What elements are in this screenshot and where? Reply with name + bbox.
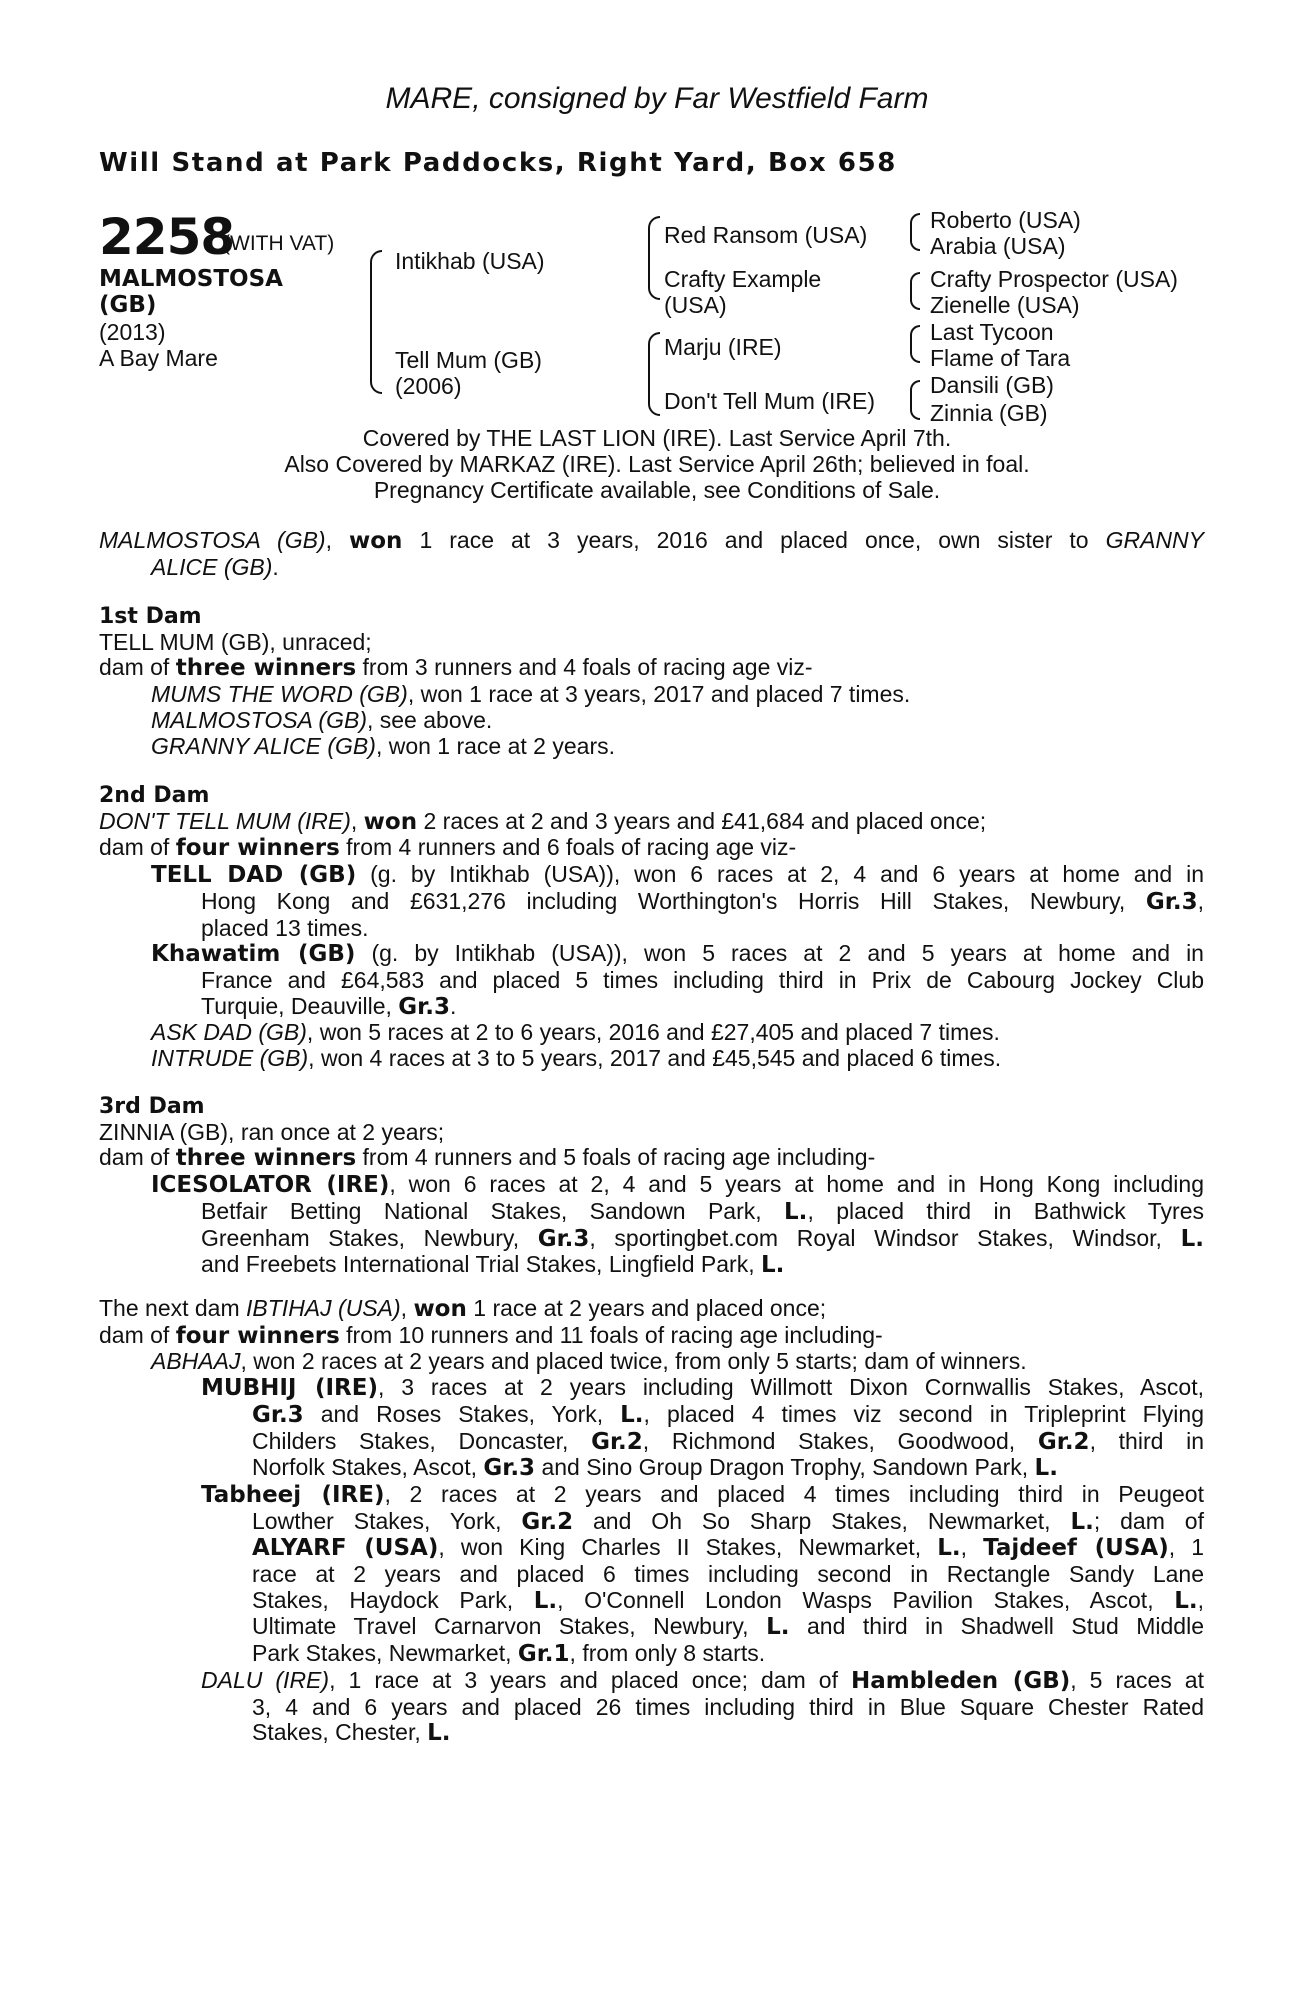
text: Childers Stakes, Doncaster, [252,1427,592,1454]
produce-entry-cont [99,1199,1204,1226]
produce-entry [99,1375,1204,1402]
produce-entry [99,1046,1204,1072]
winners-count: three winners [175,1145,357,1172]
text: from 4 runners and 6 foals of racing age viz- [339,834,797,861]
pedigree-brace [910,272,920,292]
sale-header: MARE, consigned by Far Westfield Farm [385,82,929,115]
text: dam of [99,1321,176,1348]
pedigree-dam-year: (2006) [395,373,462,399]
text: 1 race at 3 years, 2016 and placed once, own sister to [402,527,1106,553]
pedigree-brace [910,343,920,363]
grade-label: Gr.2 [591,1428,643,1455]
dam-produce-line [99,655,1204,682]
grade-label: L. [1034,1455,1058,1482]
text: dam of [99,654,176,681]
pedigree-brace [648,216,660,254]
text: , won 5 races at 2 to 6 years, 2016 and £27,405 and placed 7 times. [306,1019,1000,1046]
text: , won 6 races at 2, 4 and 5 years at home and in Hong Kong including [389,1171,1204,1198]
text: dam of [99,834,176,861]
produce-name: DALU (IRE) [201,1666,330,1693]
pedigree-brace [648,252,660,300]
intro-line [99,528,1204,555]
produce-name: MALMOSTOSA (GB) [151,706,367,733]
dam-line [99,1296,1204,1323]
won-label: won [363,808,418,835]
text: Norfolk Stakes, Ascot, [252,1454,484,1481]
produce-name: Tajdeef (USA) [983,1535,1169,1562]
produce-name: Hambleden (GB) [851,1667,1071,1694]
text: and third in Shadwell Stud Middle [789,1613,1205,1640]
pedigree-dam-dam: Don't Tell Mum (IRE) [664,388,876,414]
pedigree-brace [648,372,660,416]
text: , 3 races at 2 years including Willmott Dixon Cornwallis Stakes, Ascot, [377,1374,1204,1401]
grade-label: Gr.2 [1037,1428,1090,1455]
lot-number: 2258 [99,208,235,266]
pedigree-brace [910,290,920,310]
pedigree-brace [910,400,920,420]
sister-ref: ALICE (GB) [151,553,273,580]
dam-line: TELL MUM (GB), unraced; [99,628,372,655]
third-dam-section [99,1094,1204,1279]
produce-entry [99,1349,1204,1375]
text: The next dam [99,1295,247,1321]
pedigree-brace [910,213,920,233]
horse-year: (2013) [99,319,166,345]
text: , 5 races at [1070,1666,1204,1693]
text: (g. by Intikhab (USA)), won 6 races at 2, 4 and 6 years at home and in [356,861,1204,888]
produce-entry-cont [99,1614,1204,1641]
grade-label: Gr.1 [517,1641,570,1668]
text: Turquie, Deauville, [201,992,399,1019]
text: , placed third in Bathwick Tyres [807,1197,1204,1224]
produce-name: ICESOLATOR (IRE) [151,1172,390,1199]
produce-name: GRANNY ALICE (GB) [151,732,376,759]
pedigree-sds: Crafty Prospector (USA) [930,266,1178,292]
pedigree-ddd: Zinnia (GB) [930,400,1048,426]
produce-name: Tabheej (IRE) [201,1481,385,1508]
produce-entry-cont [99,1588,1204,1615]
pedigree-brace [910,325,920,345]
dam-produce-line [99,1323,1204,1350]
stand-location: Will Stand at Park Paddocks, Right Yard, Box 658 [99,148,897,178]
produce-entry-cont: race at 2 years and placed 6 times including second in Rectangle Sandy Lane [252,1561,1204,1588]
vat-note: (WITH VAT) [223,232,335,255]
produce-entry-cont [99,889,1204,916]
pedigree-brace [370,250,382,334]
produce-entry-cont [99,1641,1204,1668]
pedigree-sire-dam-origin: (USA) [664,292,727,318]
produce-entry-cont: France and £64,583 and placed 5 times including third in Prix de Cabourg Jockey Club [201,966,1204,993]
dam-produce-line [99,835,1204,862]
text: , O'Connell London Wasps Pavilion Stakes, Ascot, [557,1586,1175,1613]
text: Betfair Betting National Stakes, Sandown Park, [201,1197,785,1224]
text: , won 2 races at 2 years and placed twice, from only 5 starts; dam of winners. [240,1348,1027,1375]
dam-name: IBTIHAJ (USA) [246,1295,401,1321]
dam-line: ZINNIA (GB), ran once at 2 years; [99,1118,445,1145]
pedigree-ssd: Arabia (USA) [930,233,1066,259]
grade-label: Gr.3 [398,993,450,1020]
text: , see above. [366,706,493,733]
pedigree-dsd: Flame of Tara [930,345,1071,371]
text: , Richmond Stakes, Goodwood, [642,1427,1038,1454]
sister-ref: GRANNY [1105,527,1204,553]
text: , from only 8 starts. [569,1640,766,1667]
text: , won King Charles II Stakes, Newmarket, [438,1534,938,1561]
section-heading: 2nd Dam [99,783,210,808]
text: , won 1 race at 2 years. [375,732,616,759]
horse-description: A Bay Mare [99,345,218,371]
produce-entry-cont [99,1402,1204,1429]
next-dam-section [99,1296,1204,1747]
pedigree-sss: Roberto (USA) [930,207,1081,233]
intro-line [99,555,1204,581]
text: , 1 [1168,1534,1205,1561]
text: Greenham Stakes, Newbury, [201,1224,538,1251]
text: ; dam of [1093,1507,1204,1534]
pedigree-sire-sire: Red Ransom (USA) [664,222,868,248]
pedigree-sire: Intikhab (USA) [395,248,545,274]
produce-name: TELL DAD (GB) [151,862,357,889]
section-heading: 1st Dam [99,604,202,629]
text: , won 4 races at 3 to 5 years, 2017 and £45,545 and placed 6 times. [308,1045,1002,1072]
grade-label: L. [937,1535,961,1562]
text: from 4 runners and 5 foals of racing age including- [356,1144,876,1171]
winners-count: four winners [175,835,340,862]
text: from 3 runners and 4 foals of racing age viz- [356,654,813,681]
text: 1 race at 2 years and placed once; [466,1295,827,1321]
produce-entry [99,682,1204,708]
grade-label: Gr.3 [1145,888,1198,915]
horse-name-ref: MALMOSTOSA (GB) [99,527,326,553]
grade-label: Gr.2 [521,1508,574,1535]
text: Lowther Stakes, York, [252,1507,522,1534]
pedigree-brace [910,380,920,402]
text: , [325,527,349,553]
grade-label: L. [760,1252,785,1279]
text: and Freebets International Trial Stakes, Lingfield Park, [201,1251,761,1278]
produce-entry-cont: placed 13 times. [201,914,369,941]
grade-label: L. [620,1401,644,1428]
winners-count: three winners [175,655,357,682]
dam-name: DON'T TELL MUM (IRE) [99,807,351,834]
grade-label: Gr.3 [537,1225,590,1252]
grade-label: L. [1174,1587,1198,1614]
produce-entry [99,1020,1204,1046]
text: Stakes, Haydock Park, [252,1586,534,1613]
pregnancy-note: Pregnancy Certificate available, see Conditions of Sale. [373,477,941,503]
text: , sportingbet.com Royal Windsor Stakes, Windsor, [589,1224,1181,1251]
text: and Oh So Sharp Stakes, Newmarket, [573,1507,1071,1534]
pedigree-dam: Tell Mum (GB) [395,347,542,373]
text: and Sino Group Dragon Trophy, Sandown Park, [535,1454,1035,1481]
produce-entry-cont [99,1535,1204,1562]
produce-name: MUMS THE WORD (GB) [151,681,408,708]
text: , [400,1295,414,1321]
text: , third in [1089,1427,1204,1454]
pedigree-dss: Last Tycoon [930,319,1054,345]
produce-entry-cont [99,1509,1204,1536]
covering-note-2: Also Covered by MARKAZ (IRE). Last Service April 26th; believed in foal. [284,451,1030,477]
horse-origin: (GB) [99,292,157,318]
grade-label: L. [1070,1508,1094,1535]
text: , [1197,1586,1205,1613]
text: dam of [99,1144,176,1171]
grade-label: L. [1180,1225,1204,1252]
text: , [350,807,364,834]
produce-name: MUBHIJ (IRE) [201,1375,378,1402]
text: and Roses Stakes, York, [303,1400,621,1427]
produce-name: INTRUDE (GB) [151,1045,309,1072]
pedigree-sire-dam: Crafty Example [664,266,822,292]
text: . [272,553,279,580]
won-label: won [349,528,403,554]
produce-entry-cont: 3, 4 and 6 years and placed 26 times including third in Blue Square Chester Rated [252,1693,1204,1720]
grade-label: L. [533,1587,558,1614]
produce-name: ABHAAJ [151,1348,241,1375]
produce-entry-cont [99,1226,1204,1253]
dam-produce-line [99,1145,1204,1172]
grade-label: Gr.3 [483,1455,536,1482]
produce-entry [99,1668,1204,1695]
grade-label: Gr.3 [252,1401,304,1428]
pedigree-dam-sire: Marju (IRE) [664,334,782,360]
produce-name: ALYARF (USA) [252,1535,439,1562]
produce-entry-cont [99,994,1204,1021]
text: (g. by Intikhab (USA)), won 5 races at 2 and 5 years at home and in [355,940,1204,967]
text: , won 1 race at 3 years, 2017 and placed 7 times. [407,681,911,708]
dam-line [99,809,1204,836]
pedigree-dds: Dansili (GB) [930,372,1054,398]
produce-entry [99,734,1204,760]
text: , placed 4 times viz second in Tripleprint Flying [643,1400,1204,1427]
text: , [1197,887,1204,914]
text: , 1 race at 3 years and placed once; dam of [329,1666,852,1693]
produce-entry-cont [99,1252,1204,1279]
text: , 2 races at 2 years and placed 4 times including third in Peugeot [384,1480,1204,1507]
produce-entry [99,1482,1204,1509]
text: Ultimate Travel Carnarvon Stakes, Newbury, [252,1613,767,1640]
text: Park Stakes, Newmarket, [252,1640,518,1667]
produce-entry [99,941,1204,968]
produce-entry-cont [99,1455,1204,1482]
text: . [449,992,457,1019]
produce-entry [99,862,1204,889]
pedigree-brace [370,332,382,394]
winners-count: four winners [175,1322,340,1349]
pedigree-sdd: Zienelle (USA) [930,292,1080,318]
produce-entry [99,1172,1204,1199]
second-dam-section [99,783,1204,1072]
produce-entry-cont [99,1429,1204,1456]
produce-entry-cont [99,1720,1204,1747]
text: from 10 runners and 11 foals of racing age including- [339,1321,883,1348]
won-label: won [413,1296,467,1322]
pedigree-brace [648,332,660,374]
text: 2 races at 2 and 3 years and £41,684 and placed once; [417,807,987,834]
grade-label: L. [766,1614,790,1641]
section-heading: 3rd Dam [99,1094,205,1119]
horse-name: MALMOSTOSA [99,266,283,292]
produce-entry [99,708,1204,734]
intro-paragraph [99,528,1204,580]
covering-note-1: Covered by THE LAST LION (IRE). Last Service April 7th. [362,425,952,451]
produce-name: Khawatim (GB) [151,941,356,968]
produce-name: ASK DAD (GB) [151,1019,307,1046]
text: Hong Kong and £631,276 including Worthington's Horris Hill Stakes, Newbury, [201,887,1146,914]
text: Stakes, Chester, [252,1719,428,1746]
first-dam-section [99,604,1204,759]
grade-label: L. [784,1198,808,1225]
text: , [960,1534,984,1561]
pedigree-brace [910,231,920,251]
grade-label: L. [427,1720,451,1747]
